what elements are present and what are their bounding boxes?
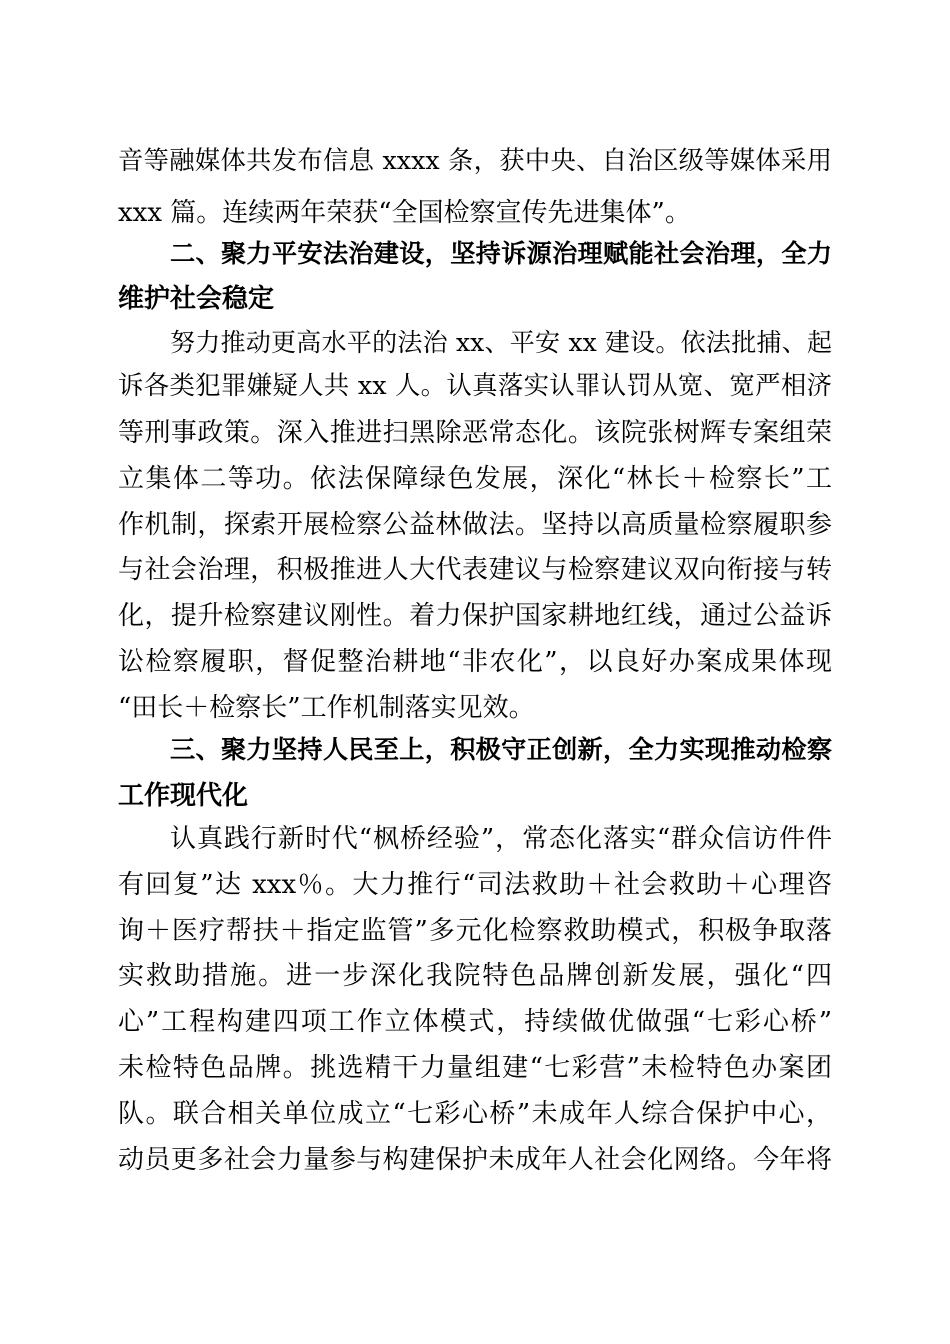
paragraph-1-line-1: 音等融媒体共发布信息 xxxx 条，获中央、自治区级等媒体采用: [118, 145, 832, 175]
section-2-heading-line-1: 二、聚力平安法治建设，坚持诉源治理赋能社会治理，全力: [170, 239, 832, 268]
paragraph-2-line-1: 努力推动更高水平的法治 xx、平安 xx 建设。依法批捕、起: [170, 328, 832, 357]
paragraph-2-line-5: 作机制，探索开展检察公益林做法。坚持以高质量检察履职参: [118, 510, 832, 540]
paragraph-2-line-7: 化，提升检察建议刚性。着力保护国家耕地红线，通过公益诉: [118, 601, 832, 631]
paragraph-2-line-3: 等刑事政策。深入推进扫黑除恶常态化。该院张树辉专案组荣: [118, 418, 832, 448]
section-3-heading-line-2: 工作现代化: [118, 781, 249, 811]
paragraph-3-line-7: 队。联合相关单位成立“七彩心桥”未成年人综合保护中心，: [118, 1099, 832, 1129]
paragraph-2-line-4: 立集体二等功。依法保障绿色发展，深化“林长＋检察长”工: [118, 464, 832, 494]
paragraph-3-line-2: 有回复”达 xxx％。大力推行“司法救助＋社会救助＋心理咨: [118, 870, 832, 900]
paragraph-3-line-5: 心”工程构建四项工作立体模式，持续做优做强“七彩心桥”: [118, 1007, 832, 1037]
paragraph-3-line-3: 询＋医疗帮扶＋指定监管”多元化检察救助模式，积极争取落: [118, 916, 832, 946]
paragraph-2-line-8: 讼检察履职，督促整治耕地“非农化”，以良好办案成果体现: [118, 647, 832, 677]
paragraph-3-line-8: 动员更多社会力量参与构建保护未成年人社会化网络。今年将: [118, 1145, 832, 1175]
paragraph-3-line-1: 认真践行新时代“枫桥经验”，常态化落实“群众信访件件: [170, 824, 832, 854]
paragraph-2-line-6: 与社会治理，积极推进人大代表建议与检察建议双向衔接与转: [118, 555, 832, 585]
paragraph-2-line-2: 诉各类犯罪嫌疑人共 xx 人。认真落实认罪认罚从宽、宽严相济: [118, 371, 832, 401]
section-2-heading-line-2: 维护社会稳定: [118, 284, 275, 314]
paragraph-2-line-9: “田长＋检察长”工作机制落实见效。: [118, 693, 535, 723]
paragraph-3-line-4: 实救助措施。进一步深化我院特色品牌创新发展，强化“四: [118, 961, 832, 991]
paragraph-3-line-6: 未检特色品牌。挑选精干力量组建“七彩营”未检特色办案团: [118, 1053, 832, 1083]
paragraph-1-line-2: xxx 篇。连续两年荣获“全国检察宣传先进集体”。: [118, 198, 691, 228]
section-3-heading-line-1: 三、聚力坚持人民至上，积极守正创新，全力实现推动检察: [170, 735, 832, 764]
